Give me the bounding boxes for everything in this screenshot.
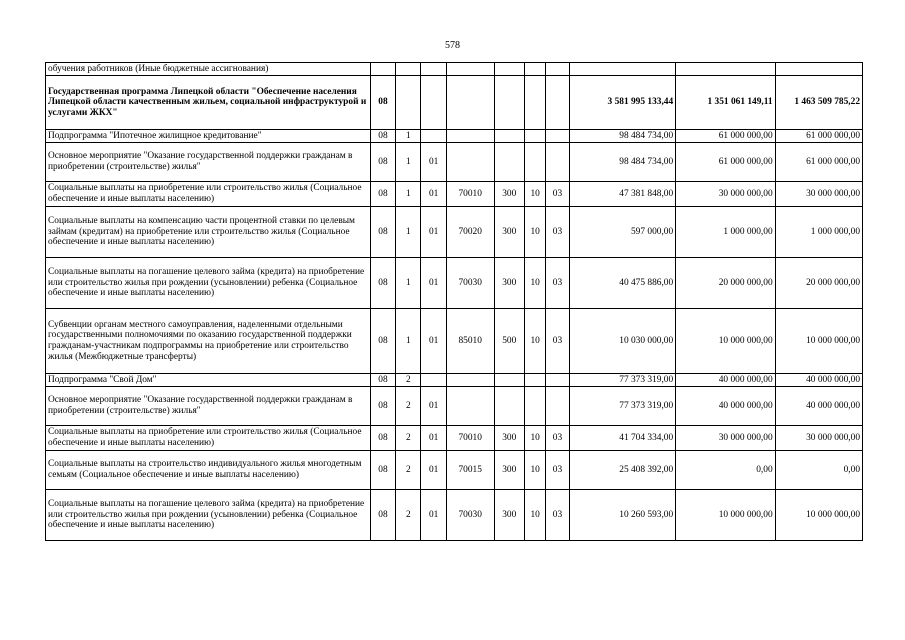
cell-b [396,63,421,76]
cell-c [421,374,446,387]
row-name: Социальные выплаты на строительство индивидуального жилья многодетным семьям (Социальное обеспечение и иные выплаты населению) [46,451,371,490]
row-name: обучения работников (Иные бюджетные ассигнования) [46,63,371,76]
cell-c: 01 [421,309,446,374]
cell-value-3: 61 000 000,00 [775,143,862,182]
cell-b: 1 [396,309,421,374]
table-row [46,309,863,374]
cell-c: 01 [421,426,446,451]
cell-d: 70020 [446,207,494,258]
table-body [46,63,863,541]
table-row [46,490,863,541]
row-name: Подпрограмма "Ипотечное жилищное кредитование" [46,130,371,143]
row-name: Социальные выплаты на приобретение или строительство жилья (Социальное обеспечение и иные выплаты населению) [46,182,371,207]
cell-value-3: 40 000 000,00 [775,374,862,387]
cell-a: 08 [370,426,395,451]
cell-value-1: 98 484 734,00 [569,130,676,143]
cell-f: 10 [524,182,545,207]
cell-g [546,374,569,387]
cell-value-2: 40 000 000,00 [676,387,775,426]
table-row [46,207,863,258]
row-name: Субвенции органам местного самоуправления, наделенными отдельными государственными полномочиями по оказанию государственной поддержки гражданам-участникам подпрограммы на приобретение или строительство жилья (Межбюджетные трансферты) [46,309,371,374]
cell-value-2 [676,63,775,76]
cell-value-2: 0,00 [676,451,775,490]
cell-d: 70030 [446,258,494,309]
cell-value-2: 40 000 000,00 [676,374,775,387]
cell-f: 10 [524,207,545,258]
row-name: Государственная программа Липецкой области "Обеспечение населения Липецкой области качественным жильем, социальной инфраструктурой и услугами ЖКХ" [46,76,371,130]
cell-b: 2 [396,451,421,490]
cell-g: 03 [546,309,569,374]
cell-value-2: 30 000 000,00 [676,426,775,451]
cell-g: 03 [546,426,569,451]
page-number: 578 [445,40,460,51]
row-name: Основное мероприятие "Оказание государственной поддержки гражданам в приобретении (строительстве) жилья" [46,387,371,426]
cell-value-1: 597 000,00 [569,207,676,258]
cell-d: 70015 [446,451,494,490]
cell-value-3: 30 000 000,00 [775,426,862,451]
row-name: Социальные выплаты на погашение целевого займа (кредита) на приобретение или строительство жилья при рождении (усыновлении) ребенка (Социальное обеспечение и иные выплаты населению) [46,490,371,541]
cell-value-3: 1 463 509 785,22 [775,76,862,130]
row-name: Социальные выплаты на компенсацию части процентной ставки по целевым займам (кредитам) на приобретение или строительство жилья (Социальное обеспечение и иные выплаты населению) [46,207,371,258]
cell-value-1: 47 381 848,00 [569,182,676,207]
table-row [46,374,863,387]
cell-e [494,63,524,76]
cell-e: 300 [494,207,524,258]
cell-e [494,387,524,426]
cell-g: 03 [546,207,569,258]
cell-g: 03 [546,490,569,541]
cell-b [396,76,421,130]
cell-f: 10 [524,451,545,490]
cell-c: 01 [421,207,446,258]
cell-b: 1 [396,258,421,309]
cell-f [524,130,545,143]
cell-value-1: 3 581 995 133,44 [569,76,676,130]
cell-b: 2 [396,426,421,451]
cell-a: 08 [370,258,395,309]
cell-e: 300 [494,451,524,490]
cell-g [546,143,569,182]
cell-value-1 [569,63,676,76]
cell-b: 2 [396,374,421,387]
cell-e [494,374,524,387]
cell-c: 01 [421,258,446,309]
cell-d [446,76,494,130]
cell-f [524,76,545,130]
cell-value-2: 10 000 000,00 [676,490,775,541]
cell-c: 01 [421,143,446,182]
cell-value-2: 61 000 000,00 [676,143,775,182]
cell-c [421,76,446,130]
cell-a: 08 [370,374,395,387]
cell-a: 08 [370,451,395,490]
cell-c: 01 [421,451,446,490]
cell-c: 01 [421,490,446,541]
cell-e [494,76,524,130]
cell-d [446,63,494,76]
cell-e [494,130,524,143]
cell-value-3 [775,63,862,76]
cell-c [421,130,446,143]
cell-g [546,63,569,76]
cell-value-3: 10 000 000,00 [775,490,862,541]
cell-b: 1 [396,130,421,143]
cell-c [421,63,446,76]
cell-value-3: 10 000 000,00 [775,309,862,374]
cell-d: 70010 [446,426,494,451]
cell-d [446,130,494,143]
cell-f: 10 [524,490,545,541]
cell-a: 08 [370,76,395,130]
cell-c: 01 [421,387,446,426]
cell-b: 2 [396,490,421,541]
cell-value-1: 10 260 593,00 [569,490,676,541]
row-name: Основное мероприятие "Оказание государственной поддержки гражданам в приобретении (строительстве) жилья" [46,143,371,182]
cell-value-1: 41 704 334,00 [569,426,676,451]
cell-value-1: 77 373 319,00 [569,374,676,387]
cell-b: 1 [396,143,421,182]
table-row [46,387,863,426]
budget-table [45,62,863,541]
cell-value-2: 61 000 000,00 [676,130,775,143]
cell-a: 08 [370,207,395,258]
cell-e: 300 [494,490,524,541]
cell-e [494,143,524,182]
cell-a: 08 [370,182,395,207]
cell-a: 08 [370,130,395,143]
cell-g: 03 [546,451,569,490]
cell-b: 1 [396,207,421,258]
cell-d [446,143,494,182]
cell-d: 70030 [446,490,494,541]
cell-f: 10 [524,426,545,451]
cell-g [546,387,569,426]
table-row [46,63,863,76]
cell-e: 500 [494,309,524,374]
table-row [46,143,863,182]
cell-b: 2 [396,387,421,426]
cell-value-2: 10 000 000,00 [676,309,775,374]
cell-f: 10 [524,258,545,309]
cell-value-1: 10 030 000,00 [569,309,676,374]
cell-value-2: 1 351 061 149,11 [676,76,775,130]
cell-value-1: 40 475 886,00 [569,258,676,309]
cell-value-2: 1 000 000,00 [676,207,775,258]
table-row [46,451,863,490]
table-row [46,76,863,130]
cell-value-3: 61 000 000,00 [775,130,862,143]
cell-g: 03 [546,182,569,207]
cell-f [524,63,545,76]
cell-value-1: 98 484 734,00 [569,143,676,182]
cell-d: 70010 [446,182,494,207]
row-name: Социальные выплаты на погашение целевого займа (кредита) на приобретение или строительство жилья при рождении (усыновлении) ребенка (Социальное обеспечение и иные выплаты населению) [46,258,371,309]
cell-value-3: 1 000 000,00 [775,207,862,258]
cell-e: 300 [494,182,524,207]
cell-e: 300 [494,426,524,451]
cell-g [546,130,569,143]
cell-a: 08 [370,490,395,541]
cell-value-3: 0,00 [775,451,862,490]
cell-value-3: 40 000 000,00 [775,387,862,426]
cell-d [446,387,494,426]
cell-value-3: 20 000 000,00 [775,258,862,309]
cell-value-1: 77 373 319,00 [569,387,676,426]
row-name: Подпрограмма "Свой Дом" [46,374,371,387]
cell-value-3: 30 000 000,00 [775,182,862,207]
cell-c: 01 [421,182,446,207]
cell-d [446,374,494,387]
cell-d: 85010 [446,309,494,374]
table-row [46,426,863,451]
cell-b: 1 [396,182,421,207]
cell-value-1: 25 408 392,00 [569,451,676,490]
cell-f [524,374,545,387]
table-row [46,130,863,143]
table-row [46,258,863,309]
cell-a: 08 [370,387,395,426]
cell-a: 08 [370,143,395,182]
cell-g [546,76,569,130]
cell-a: 08 [370,309,395,374]
cell-g: 03 [546,258,569,309]
cell-e: 300 [494,258,524,309]
cell-f: 10 [524,309,545,374]
cell-a [370,63,395,76]
cell-f [524,143,545,182]
row-name: Социальные выплаты на приобретение или строительство жилья (Социальное обеспечение и иные выплаты населению) [46,426,371,451]
cell-value-2: 20 000 000,00 [676,258,775,309]
table-row [46,182,863,207]
cell-value-2: 30 000 000,00 [676,182,775,207]
cell-f [524,387,545,426]
